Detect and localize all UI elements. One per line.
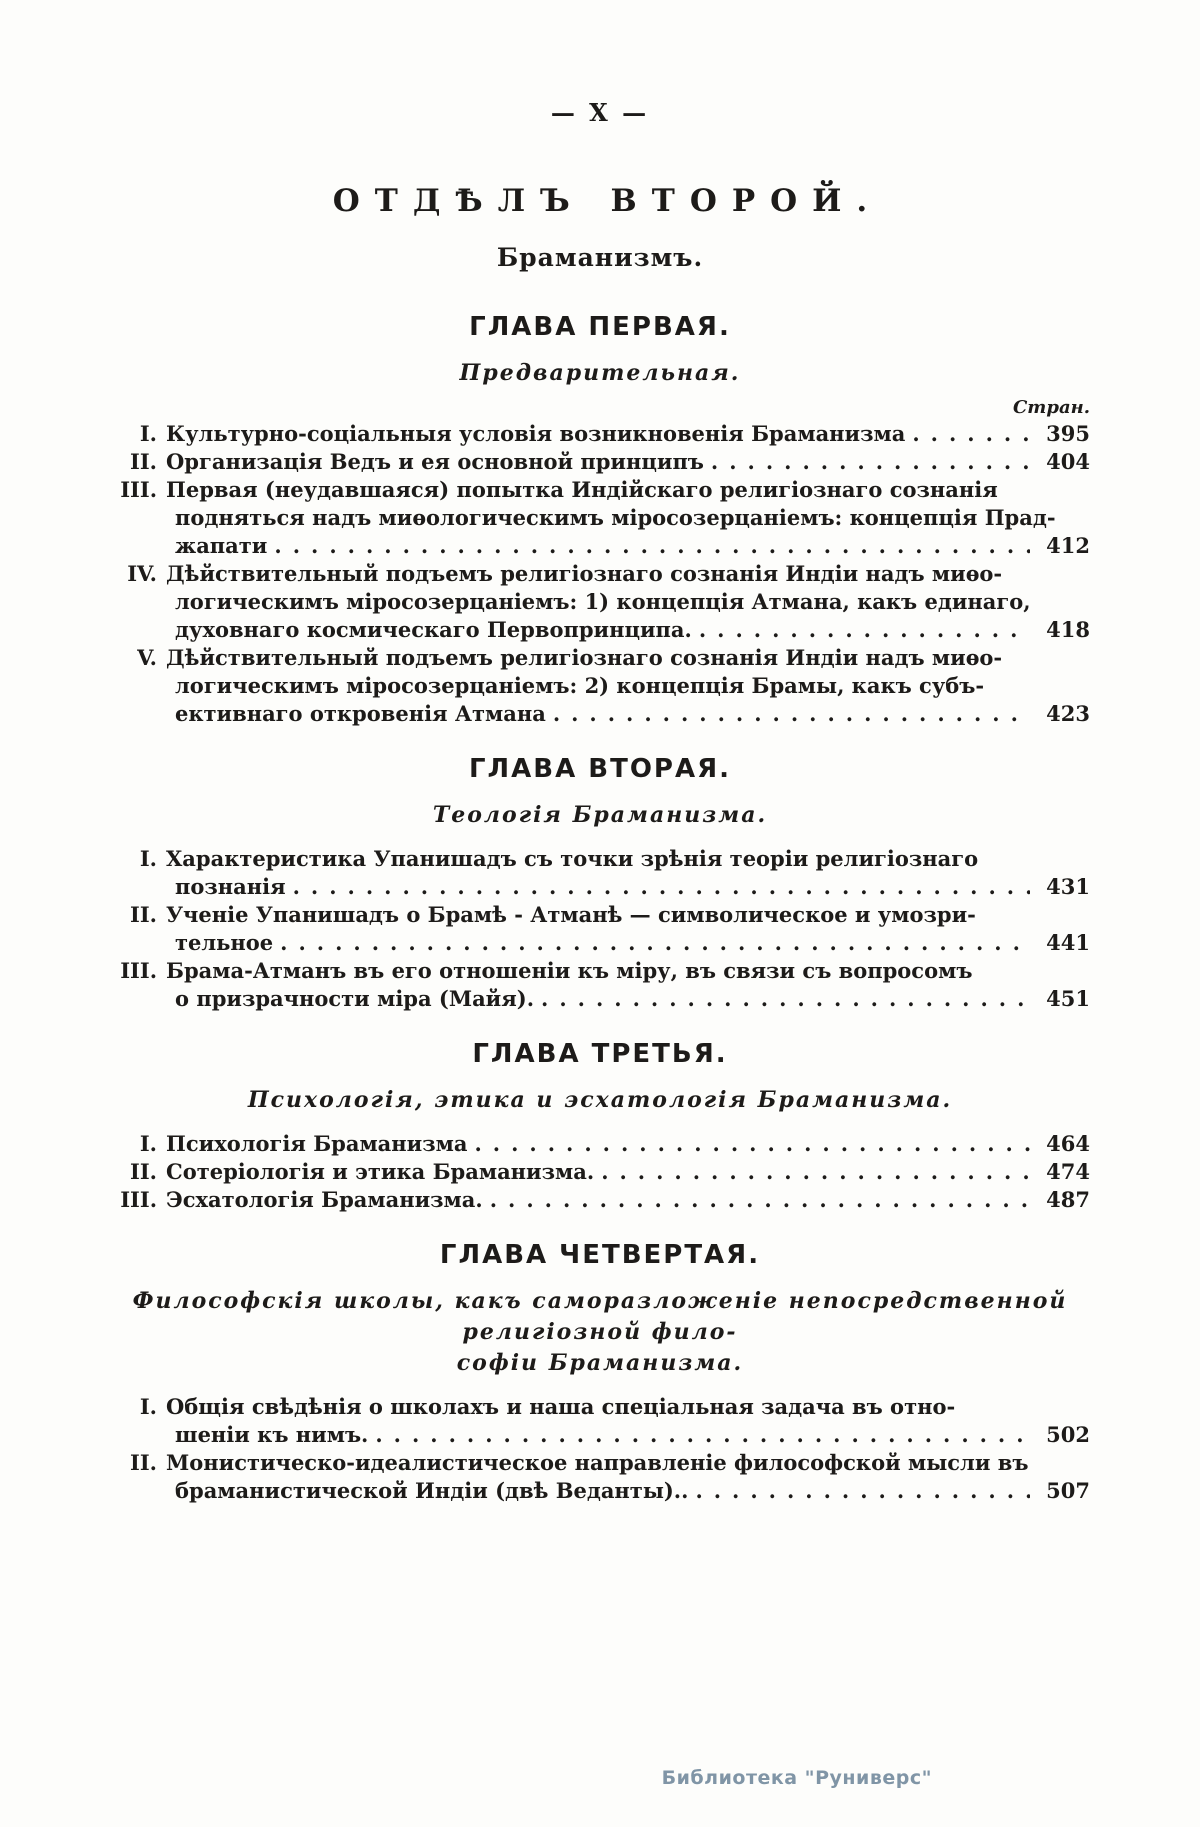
chapter-entries: [110, 845, 1090, 1013]
toc-entry: [110, 1158, 1090, 1186]
chapter-entries: [110, 1393, 1090, 1505]
entry-page-number: 487: [1046, 1187, 1090, 1212]
chapter-heading: ГЛАВА ЧЕТВЕРТАЯ.: [439, 1240, 761, 1270]
entry-text: жапати: [175, 533, 268, 558]
toc-entry-line: [110, 929, 1090, 957]
chapter-subheading-line: Психологія, этика и эсхатологія Браманизма.: [247, 1087, 953, 1113]
table-of-contents: [110, 312, 1090, 1505]
entry-page-number: 474: [1046, 1159, 1090, 1184]
page-column-label: Стран.: [1012, 397, 1090, 418]
chapter-subheading: [110, 1085, 1090, 1116]
entry-numeral: I.: [139, 846, 157, 871]
entry-text: Психологія Браманизма: [166, 1131, 468, 1156]
entry-text: Брама-Атманъ въ его отношеніи къ міру, въ связи съ вопросомъ: [166, 958, 973, 983]
toc-entry: [110, 1449, 1090, 1505]
entry-page-number: 507: [1046, 1478, 1090, 1503]
entry-numeral: III.: [120, 1187, 157, 1212]
chapter-subheading: [110, 800, 1090, 831]
entry-text: Сотеріологія и этика Браманизма.: [166, 1159, 595, 1184]
dot-leader: [541, 985, 1030, 1013]
entry-page-number: 441: [1046, 930, 1090, 955]
toc-entry-line: [110, 700, 1090, 728]
chapter-block: [110, 1240, 1090, 1505]
entry-numeral: III.: [120, 477, 157, 502]
entry-text: шеніи къ нимъ.: [175, 1422, 369, 1447]
chapter-heading: ГЛАВА ВТОРАЯ.: [468, 754, 731, 784]
dot-leader: [711, 448, 1030, 476]
entry-numeral: II.: [130, 1159, 157, 1184]
chapter-subheading-line: Предварительная.: [459, 360, 741, 386]
toc-entry-line: [110, 448, 1090, 476]
toc-entry-line: [110, 1449, 1090, 1477]
toc-entry: [110, 1393, 1090, 1449]
chapter-block: [110, 312, 1090, 728]
chapter-subheading: [110, 1286, 1090, 1379]
entry-text: логическимъ міросозерцаніемъ: 1) концепція Атмана, какъ единаго,: [175, 589, 1031, 614]
entry-text: подняться надъ миѳологическимъ міросозерцаніемъ: концепція Прад-: [175, 505, 1056, 530]
chapter-block: [110, 754, 1090, 1013]
entry-numeral: I.: [139, 1394, 157, 1419]
chapter-subheading-line: Теологія Браманизма.: [432, 802, 768, 828]
entry-text: ективнаго откровенія Атмана: [175, 701, 546, 726]
toc-entry-line: [110, 1158, 1090, 1186]
toc-entry-line: [110, 957, 1090, 985]
chapter-subheading-line: софіи Браманизма.: [456, 1350, 744, 1376]
chapter-entries: [110, 1130, 1090, 1214]
entry-text: тельное: [175, 930, 274, 955]
dot-leader: [375, 1421, 1030, 1449]
toc-entry-line: [110, 420, 1090, 448]
entry-text: браманистической Индіи (двѣ Веданты)..: [175, 1478, 689, 1503]
toc-entry-line: [110, 644, 1090, 672]
entry-numeral: IV.: [127, 561, 157, 586]
dot-leader: [280, 929, 1030, 957]
toc-entry: [110, 476, 1090, 560]
toc-entry-line: [110, 985, 1090, 1013]
toc-entry: [110, 448, 1090, 476]
dot-leader: [601, 1158, 1030, 1186]
toc-entry-line: [110, 1393, 1090, 1421]
entry-page-number: 395: [1046, 421, 1090, 446]
section-title: ОТДѢЛЪ ВТОРОЙ.: [332, 183, 883, 219]
entry-page-number: 464: [1046, 1131, 1090, 1156]
toc-entry: [110, 560, 1090, 644]
section-subtitle: Браманизмъ.: [496, 243, 704, 272]
entry-numeral: III.: [120, 958, 157, 983]
dot-leader: [490, 1186, 1030, 1214]
dot-leader: [699, 616, 1030, 644]
toc-entry-line: [110, 1477, 1090, 1505]
entry-text: о призрачности міра (Майя).: [175, 986, 535, 1011]
entry-text: Ученіе Упанишадъ о Брамѣ - Атманѣ — символическое и умозри-: [166, 902, 976, 927]
toc-entry-line: [110, 1421, 1090, 1449]
toc-entry: [110, 420, 1090, 448]
entry-text: Характеристика Упанишадъ съ точки зрѣнія теоріи религіознаго: [166, 846, 979, 871]
chapter-heading: ГЛАВА ТРЕТЬЯ.: [472, 1039, 728, 1069]
toc-entry-line: [110, 845, 1090, 873]
toc-entry-line: [110, 1130, 1090, 1158]
entry-page-number: 502: [1046, 1422, 1090, 1447]
entry-numeral: I.: [139, 1131, 157, 1156]
toc-entry-line: [110, 672, 1090, 700]
toc-entry-line: [110, 616, 1090, 644]
toc-entry-line: [110, 476, 1090, 504]
toc-entry: [110, 957, 1090, 1013]
entry-page-number: 404: [1046, 449, 1090, 474]
entry-text: духовнаго космическаго Первопринципа.: [175, 617, 692, 642]
chapter-subheading-line: Философскія школы, какъ саморазложеніе непосредственной религіозной фило-: [132, 1288, 1068, 1345]
entry-page-number: 412: [1046, 533, 1090, 558]
entry-text: Организація Ведъ и ея основной принципъ: [166, 449, 704, 474]
dot-leader: [274, 532, 1030, 560]
entry-text: логическимъ міросозерцаніемъ: 2) концепція Брамы, какъ субъ-: [175, 673, 985, 698]
library-watermark: Библиотека "Руниверс": [661, 1767, 932, 1789]
page-content: [110, 0, 1090, 1505]
chapter-block: [110, 1039, 1090, 1214]
dot-leader: [695, 1477, 1030, 1505]
toc-entry-line: [110, 532, 1090, 560]
toc-entry: [110, 644, 1090, 728]
toc-entry-line: [110, 1186, 1090, 1214]
entry-text: Общія свѣдѣнія о школахъ и наша спеціальная задача въ отно-: [166, 1394, 956, 1419]
toc-entry: [110, 1130, 1090, 1158]
toc-entry: [110, 1186, 1090, 1214]
entry-page-number: 431: [1046, 874, 1090, 899]
entry-numeral: II.: [130, 1450, 157, 1475]
entry-text: Дѣйствительный подъемъ религіознаго сознанія Индіи надъ миѳо-: [166, 561, 1003, 586]
chapter-heading: ГЛАВА ПЕРВАЯ.: [469, 312, 731, 342]
entry-text: Дѣйствительный подъемъ религіознаго сознанія Индіи надъ миѳо-: [166, 645, 1003, 670]
dot-leader: [293, 873, 1030, 901]
toc-entry-line: [110, 873, 1090, 901]
entry-text: познанія: [175, 874, 286, 899]
entry-page-number: 423: [1046, 701, 1090, 726]
entry-text: Первая (неудавшаяся) попытка Индійскаго религіознаго сознанія: [166, 477, 998, 502]
dot-leader: [475, 1130, 1031, 1158]
chapter-entries: [110, 420, 1090, 728]
entry-text: Монистическо-идеалистическое направленіе философской мысли въ: [166, 1450, 1029, 1475]
toc-entry-line: [110, 560, 1090, 588]
toc-entry: [110, 845, 1090, 901]
page-number-header: — X —: [550, 98, 650, 127]
entry-numeral: V.: [137, 645, 157, 670]
entry-text: Культурно-соціальныя условія возникновенія Браманизма: [166, 421, 906, 446]
dot-leader: [553, 700, 1030, 728]
toc-entry: [110, 901, 1090, 957]
entry-numeral: II.: [130, 449, 157, 474]
chapter-subheading: [110, 358, 1090, 389]
entry-page-number: 451: [1046, 986, 1090, 1011]
entry-text: Эсхатологія Браманизма.: [166, 1187, 483, 1212]
entry-numeral: I.: [139, 421, 157, 446]
toc-entry-line: [110, 504, 1090, 532]
toc-entry-line: [110, 901, 1090, 929]
dot-leader: [912, 420, 1030, 448]
toc-entry-line: [110, 588, 1090, 616]
entry-numeral: II.: [130, 902, 157, 927]
entry-page-number: 418: [1046, 617, 1090, 642]
